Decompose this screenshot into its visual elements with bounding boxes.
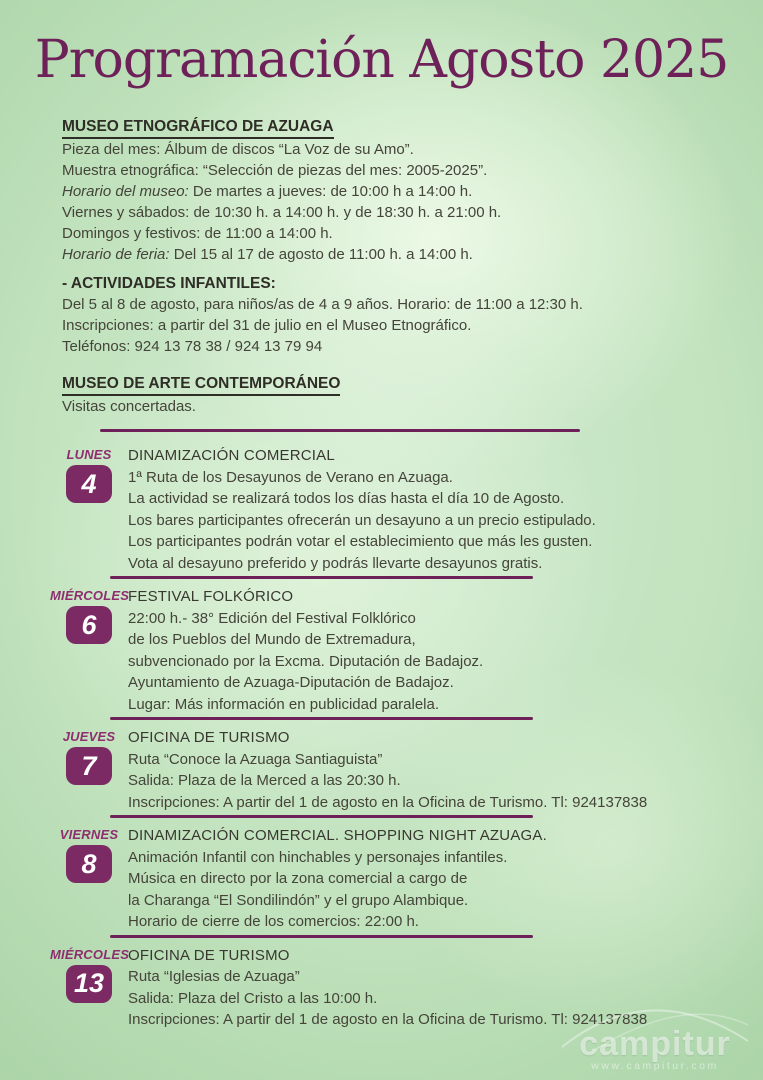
date-badge	[50, 445, 128, 574]
info-block	[62, 116, 708, 417]
event-line: La actividad se realizará todos los días hasta el día 10 de Agosto.	[128, 490, 565, 507]
badge-day-label: JUEVES	[62, 729, 116, 744]
info-line: Inscripciones: a partir del 31 de julio en el Museo Etnográfico.	[62, 317, 472, 334]
badge-date-number: 8	[66, 845, 112, 883]
event-line: Animación Infantil con hinchables y personajes infantiles.	[128, 848, 508, 866]
watermark-brand: campitur	[579, 1025, 731, 1063]
badge-date-number: 13	[66, 965, 112, 1003]
event-line: de los Pueblos del Mundo de Extremadura,	[128, 631, 416, 648]
event-line: Los participantes podrán votar el establecimiento que más les gusten.	[128, 533, 593, 550]
info-line: Visitas concertadas.	[62, 398, 196, 415]
events-list	[0, 445, 763, 1031]
page-title: Programación Agosto 2025	[34, 30, 729, 90]
date-badge	[50, 727, 128, 813]
event-line: subvencionado por la Excma. Diputación de Badajoz.	[128, 652, 484, 670]
event-title: OFICINA DE TURISMO	[128, 946, 290, 964]
event-line: Ayuntamiento de Azuaga-Diputación de Badajoz.	[128, 674, 454, 691]
badge-day-label: LUNES	[66, 447, 112, 462]
event-divider	[110, 935, 533, 938]
event-line: la Charanga “El Sondilindón” y el grupo Alambique.	[128, 891, 469, 909]
event-details	[128, 586, 763, 715]
date-badge	[50, 586, 128, 715]
event-miercoles-13	[0, 945, 763, 1031]
date-badge	[50, 825, 128, 933]
event-title: DINAMIZACIÓN COMERCIAL	[128, 447, 335, 464]
event-title: FESTIVAL FOLKÓRICO	[128, 588, 294, 605]
event-line: 1ª Ruta de los Desayunos de Verano en Azuaga.	[128, 468, 453, 486]
badge-date-number: 7	[66, 747, 112, 785]
badge-day-label: MIÉRCOLES	[50, 588, 130, 603]
event-line: 22:00 h.- 38° Edición del Festival Folklórico	[128, 609, 416, 627]
badge-date-number: 6	[66, 606, 112, 644]
section-heading: - ACTIVIDADES INFANTILES:	[62, 275, 276, 292]
event-line: Inscripciones: A partir del 1 de agosto en la Oficina de Turismo. Tl: 924137838	[128, 793, 648, 811]
event-line: Ruta “Iglesias de Azuaga”	[128, 968, 300, 985]
event-divider	[110, 815, 533, 818]
event-divider	[110, 717, 533, 720]
info-line: Pieza del mes: Álbum de discos “La Voz de su Amo”.	[62, 141, 414, 158]
event-line: Música en directo por la zona comercial a cargo de	[128, 870, 468, 887]
event-details	[128, 825, 763, 933]
event-viernes-8	[0, 825, 763, 933]
info-line: Muestra etnográfica: “Selección de piezas del mes: 2005-2025”.	[62, 162, 488, 179]
section-heading: MUSEO ETNOGRÁFICO DE AZUAGA	[62, 116, 708, 139]
event-line: Inscripciones: A partir del 1 de agosto en la Oficina de Turismo. Tl: 924137838	[128, 1011, 648, 1028]
info-line: Del 5 al 8 de agosto, para niños/as de 4 a 9 años. Horario: de 11:00 a 12:30 h.	[62, 296, 583, 313]
info-line: Domingos y festivos: de 11:00 a 14:00 h.	[62, 225, 333, 242]
event-line: Horario de cierre de los comercios: 22:00 h.	[128, 913, 419, 930]
info-line: Viernes y sábados: de 10:30 h. a 14:00 h. y de 18:30 h. a 21:00 h.	[62, 204, 502, 221]
event-line: Los bares participantes ofrecerán un desayuno a un precio estipulado.	[128, 511, 596, 529]
info-line: Teléfonos: 924 13 78 38 / 924 13 79 94	[62, 338, 323, 355]
event-lunes-4	[0, 445, 763, 574]
event-divider	[110, 576, 533, 579]
event-line: Salida: Plaza del Cristo a las 10:00 h.	[128, 989, 378, 1007]
badge-date-number: 4	[66, 465, 112, 503]
badge-day-label: VIERNES	[59, 827, 119, 842]
event-jueves-7	[0, 727, 763, 813]
event-details	[128, 945, 763, 1031]
section-heading: MUSEO DE ARTE CONTEMPORÁNEO	[62, 373, 708, 396]
watermark-url: www.campitur.com	[591, 1060, 719, 1072]
badge-day-label: MIÉRCOLES	[50, 946, 130, 962]
section-museo-arte	[62, 373, 708, 417]
event-line: Ruta “Conoce la Azuaga Santiaguista”	[128, 750, 383, 768]
event-line: Vota al desayuno preferido y podrás llevarte desayunos gratis.	[128, 554, 543, 572]
event-line: Salida: Plaza de la Merced a las 20:30 h.	[128, 772, 401, 789]
info-line: Horario del museo: De martes a jueves: de 10:00 h a 14:00 h.	[62, 183, 473, 200]
event-details	[128, 727, 763, 813]
section-divider	[100, 429, 580, 432]
event-miercoles-6	[0, 586, 763, 715]
date-badge	[50, 945, 128, 1031]
section-actividades-infantiles	[62, 273, 708, 357]
info-line: Horario de feria: Del 15 al 17 de agosto de 11:00 h. a 14:00 h.	[62, 246, 473, 263]
event-title: OFICINA DE TURISMO	[128, 729, 290, 746]
event-title: DINAMIZACIÓN COMERCIAL. SHOPPING NIGHT AZUAGA.	[128, 827, 547, 844]
event-details	[128, 445, 763, 574]
section-museo-etnografico	[62, 116, 708, 265]
event-line: Lugar: Más información en publicidad paralela.	[128, 695, 440, 713]
